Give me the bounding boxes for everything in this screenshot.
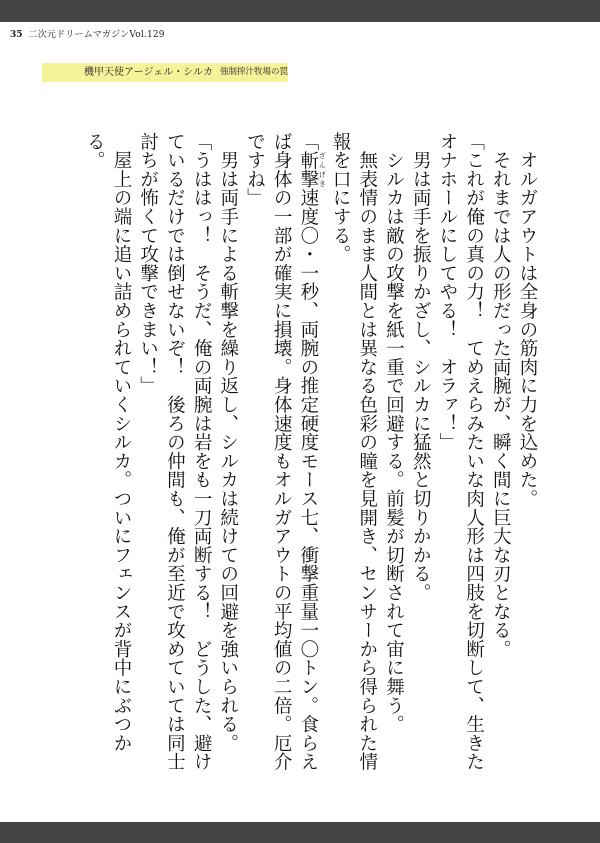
quote-open: 「 [297,132,319,151]
paragraph-text: シルカは敵の攻撃を紙一重で回避する。前髪が切断されて宙に舞う。 [383,150,405,734]
ruby-base: 斬撃 [297,150,319,189]
paragraph [326,132,379,772]
paragraph-indent [218,132,239,151]
chapter-title: 機甲天使アージェル・シルカ [84,67,214,78]
page-number: 35 [10,30,23,40]
paragraph [81,132,134,772]
ruby-word [297,150,327,189]
paragraph-text: 男は両手を振りかざし、シルカに猛然と切りかかる。 [410,150,432,603]
dialogue-paragraph [241,132,327,772]
paragraph-indent [410,132,431,151]
paragraph-indent [383,132,404,151]
paragraph [513,132,540,772]
paragraph [380,132,407,772]
paragraph-indent [357,132,378,151]
paragraph-indent [517,132,538,151]
dialogue-paragraph: 「うははっ！ そうだ、俺の両腕は岩をも一刀両断する！ どうした、避けているだけでは倒せないぞ！ 後ろの仲間も、俺が至近で攻めていては同士討ちが怖くて攻撃できまい！」 [137,132,213,772]
dialogue-paragraph: 「これが俺の真の力！ てめえらみたいな肉人形は四肢を切断して、生きたオナホールにしてやる！ オラァ！」 [436,132,485,772]
paragraph-text: 無表情のまま人間とは異なる色彩の瞳を見開き、センサーから得られた情報を口にする。 [330,132,378,772]
vertical-body-text [81,132,540,772]
chapter-banner [42,63,288,82]
paragraph-indent [490,132,511,151]
bottom-frame-bar [0,822,600,843]
paragraph-text: オルガアウトは全身の筋肉に力を込めた。 [517,150,538,509]
paragraph [214,132,241,772]
paragraph-text: それまでは人の形だった両腕が、瞬く間に巨大な刃となる。 [490,150,512,659]
magazine-title: 二次元ドリームマガジンVol.129 [28,30,165,40]
top-frame-bar [0,0,600,22]
paragraph-text: 屋上の端に追い詰められていくシルカ。ついにフェンスが背中にぶつかる。 [84,132,132,753]
paragraph [406,132,433,772]
paragraph [487,132,514,772]
running-header [10,27,165,40]
paragraph-text: 男は両手による斬撃を繰り返し、シルカは続けての回避を強いられる。 [217,150,239,753]
ruby-reading: ざんげき [318,150,327,189]
chapter-subtitle: 強制搾汁牧場の罠 [220,67,289,77]
document-page [0,22,600,822]
paragraph-text: 速度〇・一秒、両腕の推定硬度モース七、衝撃重量一〇トン。食らえば身体の一部が確実に損壊。身体速度もオルガアウトの平均値の二倍。厄介ですね」 [244,132,319,772]
paragraph-indent [111,132,132,151]
